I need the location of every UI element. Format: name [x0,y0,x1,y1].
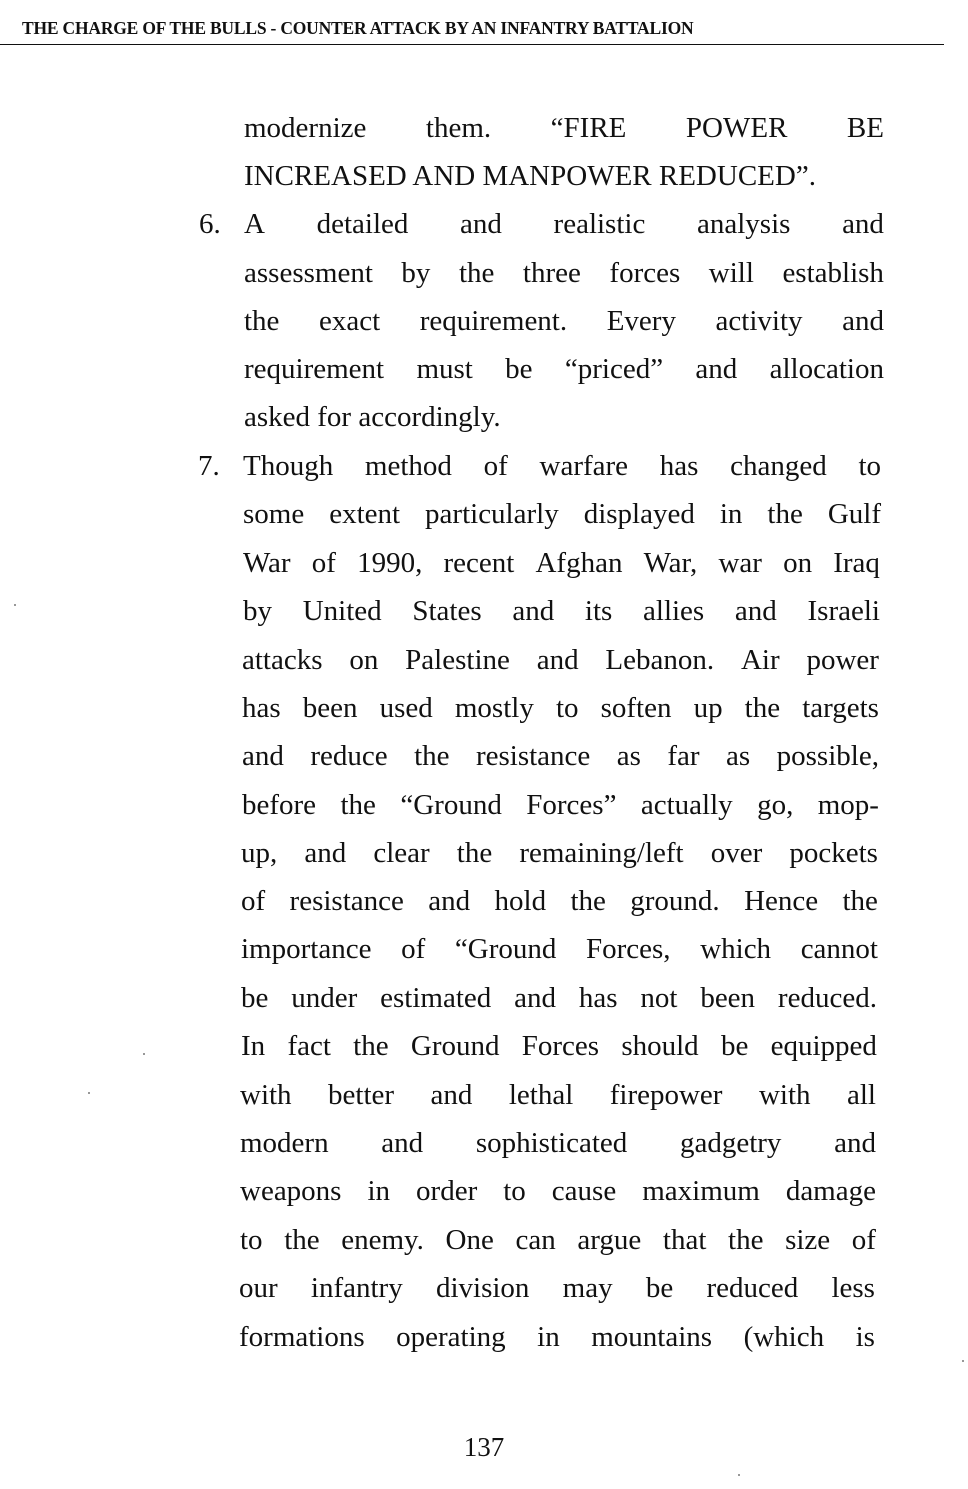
text-line [240,1216,876,1264]
word: not [640,982,678,1014]
word: “Ground [400,789,502,821]
word: establish [782,257,884,289]
word: and [460,208,502,240]
word: and [242,740,284,772]
word: power [806,644,879,676]
list-item-number: 7. [198,450,220,482]
word: reduced. [777,982,877,1014]
word: attacks [242,644,323,676]
word: up, [241,837,278,869]
word: may [562,1272,613,1304]
text-line [241,925,878,973]
text-line [243,587,880,635]
text-line [244,249,884,297]
word: resistance [475,740,591,772]
word: War, [643,547,698,579]
word: actually [640,789,733,821]
word: less [831,1272,875,1304]
word: and [430,1079,473,1111]
word: far [667,740,700,772]
running-header: THE CHARGE OF THE BULLS - COUNTER ATTACK BY AN INFANTRY BATTALION [22,18,694,38]
word: Forces, [585,933,671,965]
word: hold [494,885,547,917]
word: in [537,1321,560,1353]
word: assessment [244,257,373,289]
scan-speck [14,604,16,606]
word: be [241,982,269,1014]
word: must [416,353,473,385]
word: under [291,982,358,1014]
word: reduce [310,740,388,772]
word: (which [743,1321,825,1353]
word: used [379,692,433,724]
word: allies [643,595,705,627]
word: requirement. [419,305,568,337]
word: possible, [776,740,879,772]
word: “FIRE [550,112,627,144]
word: should [621,1030,699,1062]
word: Ground [410,1030,500,1062]
text-line [244,297,884,345]
word: been [700,982,756,1014]
word: “Ground [454,933,557,965]
text-line [241,829,878,877]
word: has [659,450,699,482]
word: to [555,692,579,724]
text-line [242,636,879,684]
word: weapons [240,1175,342,1207]
word: recent [443,547,515,579]
word: that [662,1224,707,1256]
word: the [570,885,606,917]
word: reduced [706,1272,799,1304]
word: forces [609,257,681,289]
word: and [514,982,556,1014]
word: maximum [642,1175,760,1207]
word: on [349,644,379,676]
scan-speck [88,1092,90,1094]
word: BE [846,112,884,144]
word: on [783,547,813,579]
word: and [381,1127,424,1159]
word: modernize [244,112,367,144]
word: Israeli [807,595,880,627]
word: lethal [508,1079,574,1111]
list-item-number: 6. [199,208,221,240]
text-line [243,539,880,587]
word: firepower [609,1079,723,1111]
word: of [241,885,266,917]
word: remaining/left [519,837,684,869]
word: States [412,595,482,627]
header-rule [0,44,944,45]
word: over [710,837,763,869]
text-line: INCREASED AND MANPOWER REDUCED”. [244,160,816,192]
word: targets [802,692,879,724]
word: of [483,450,508,482]
word: Forces” [526,789,617,821]
word: 1990, [357,547,423,579]
word: clear [373,837,430,869]
page-number: 137 [463,1432,505,1462]
word: mountains [591,1321,713,1353]
word: analysis [696,208,791,240]
word: has [242,692,281,724]
word: before [242,789,317,821]
word: “priced” [564,353,664,385]
word: method [364,450,452,482]
word: particularly [425,498,559,530]
word: and [734,595,777,627]
word: modern [240,1127,329,1159]
word: and [428,885,471,917]
word: order [416,1175,478,1207]
word: and [536,644,579,676]
word: them. [425,112,492,144]
text-line [244,200,884,248]
word: sophisticated [475,1127,628,1159]
word: United [302,595,382,627]
word: has [578,982,618,1014]
word: realistic [553,208,646,240]
word: to [503,1175,526,1207]
word: and [842,305,884,337]
scan-speck [962,1360,964,1362]
word: our [239,1272,278,1304]
text-line [242,781,879,829]
word: gadgetry [679,1127,782,1159]
word: by [243,595,272,627]
word: extent [329,498,401,530]
word: Hence [744,885,819,917]
word: equipped [770,1030,877,1062]
word: be [720,1030,749,1062]
scan-speck [738,1474,740,1476]
text-line [240,1119,876,1167]
word: the [767,498,803,530]
word: in [719,498,743,530]
text-line [244,104,884,152]
text-line [244,345,884,393]
word: war [718,547,762,579]
word: the [728,1224,764,1256]
word: warfare [539,450,629,482]
word: which [700,933,772,965]
text-line [240,1167,876,1215]
text-line [242,732,879,780]
word: Every [606,305,676,337]
word: by [401,257,431,289]
word: changed [730,450,827,482]
word: Though [243,450,334,482]
word: be [645,1272,674,1304]
word: Forces [521,1030,600,1062]
word: with [240,1079,292,1111]
word: Iraq [833,547,880,579]
word: argue [577,1224,642,1256]
text-line [239,1313,875,1361]
word: to [240,1224,263,1256]
word: size [785,1224,831,1256]
word: activity [715,305,803,337]
word: soften [600,692,672,724]
word: the [456,837,493,869]
word: fact [287,1030,331,1062]
word: resistance [289,885,404,917]
word: the [842,885,878,917]
scan-speck [143,1053,145,1055]
word: in [367,1175,391,1207]
word: Air [740,644,780,676]
word: the [353,1030,389,1062]
word: the [340,789,376,821]
word: of [311,547,336,579]
word: ground. [630,885,720,917]
word: exact [319,305,381,337]
word: the [244,305,280,337]
word: better [328,1079,395,1111]
word: Gulf [827,498,881,530]
word: its [584,595,613,627]
word: some [243,498,305,530]
word: be [505,353,533,385]
word: to [858,450,881,482]
word: of [401,933,426,965]
text-line [239,1264,875,1312]
word: allocation [769,353,884,385]
word: as [726,740,751,772]
word: estimated [380,982,492,1014]
word: enemy. [341,1224,424,1256]
word: and [834,1127,876,1159]
word: the [414,740,450,772]
text-line [241,974,877,1022]
text-line [243,490,881,538]
word: Lebanon. [605,644,715,676]
word: is [855,1321,875,1353]
word: all [846,1079,876,1111]
word: been [302,692,358,724]
text-line [241,877,878,925]
word: One [445,1224,494,1256]
word: mop- [817,789,879,821]
word: up [693,692,723,724]
word: pockets [789,837,878,869]
word: cause [551,1175,617,1207]
word: Afghan [535,547,623,579]
word: damage [785,1175,876,1207]
word: of [851,1224,876,1256]
word: operating [396,1321,506,1353]
word: three [522,257,581,289]
word: detailed [316,208,409,240]
word: the [458,257,495,289]
word: the [744,692,781,724]
word: requirement [244,353,385,385]
word: division [435,1272,530,1304]
word: Palestine [405,644,510,676]
word: importance [241,933,372,965]
word: and [512,595,555,627]
word: A [244,208,265,240]
word: the [284,1224,320,1256]
word: with [758,1079,811,1111]
word: War [243,547,291,579]
word: mostly [454,692,534,724]
word: and [842,208,884,240]
word: formations [239,1321,365,1353]
text-line: asked for accordingly. [244,401,501,433]
word: POWER [685,112,788,144]
word: and [695,353,738,385]
word: go, [757,789,794,821]
text-line [242,684,879,732]
word: cannot [800,933,878,965]
word: infantry [310,1272,403,1304]
word: In [241,1030,266,1062]
word: displayed [583,498,695,530]
text-line [243,442,881,490]
word: can [515,1224,556,1256]
word: will [708,257,754,289]
text-line [241,1022,877,1070]
word: and [304,837,347,869]
word: as [616,740,641,772]
text-line [240,1071,876,1119]
